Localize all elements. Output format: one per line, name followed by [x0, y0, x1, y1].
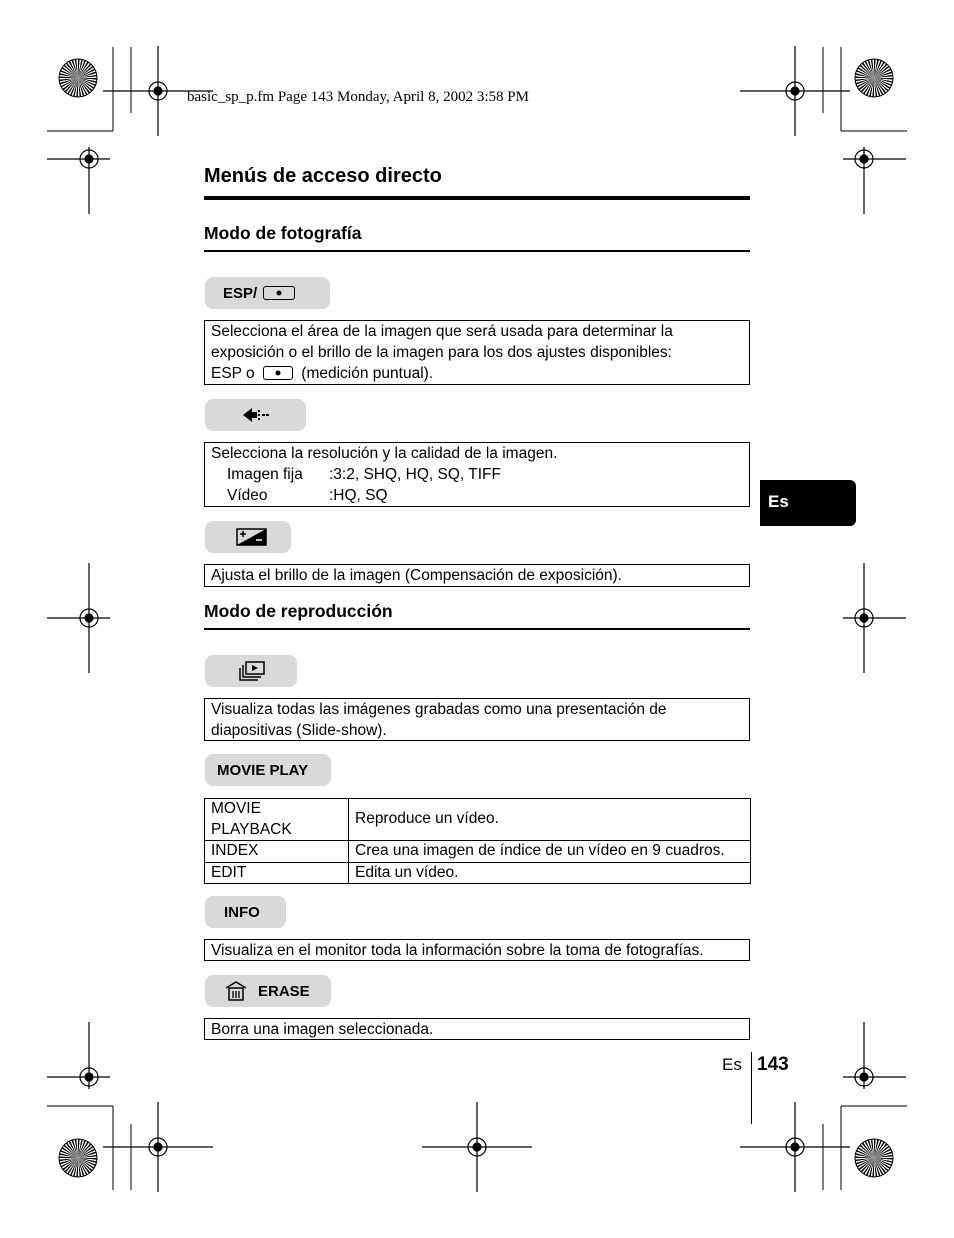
slideshow-description	[204, 698, 750, 741]
page-number: 143	[757, 1054, 789, 1075]
star-ray	[855, 76, 874, 78]
table-cell: Edita un vídeo.	[349, 862, 751, 884]
slideshow-icon	[237, 660, 267, 682]
spot-metering-icon	[263, 286, 295, 300]
movie-play-label: MOVIE PLAY	[217, 761, 309, 779]
table-cell: MOVIE PLAYBACK	[205, 799, 349, 841]
esp-label: ESP/	[223, 284, 258, 302]
text-line: Borra una imagen seleccionada.	[211, 1021, 434, 1038]
text-line: Selecciona la resolución y la calidad de la imagen.	[211, 445, 558, 462]
table-cell: EDIT	[205, 862, 349, 884]
info-description	[204, 939, 750, 961]
table-row	[205, 799, 751, 841]
star-ray	[78, 1139, 80, 1158]
quality-description	[204, 442, 750, 507]
file-header: basic_sp_p.fm Page 143 Monday, April 8, 2002 3:58 PM	[187, 89, 529, 105]
exposure-compensation-button[interactable]	[205, 521, 291, 553]
star-ray	[872, 1158, 874, 1177]
quality-menu-button[interactable]	[205, 399, 306, 431]
section-heading-photo: Modo de fotografía	[204, 223, 362, 243]
exposure-description	[204, 564, 750, 587]
esp-description	[204, 320, 750, 385]
table-cell: INDEX	[205, 841, 349, 863]
text-line: Selecciona el área de la imagen que será usada para determinar la	[211, 323, 673, 340]
section-heading-playback: Modo de reproducción	[204, 601, 393, 621]
star-ray	[874, 59, 876, 78]
star-ray	[78, 1158, 97, 1160]
star-ray	[874, 1158, 893, 1160]
text-line: Ajusta el brillo de la imagen (Compensación de exposición).	[211, 567, 622, 584]
text-line: ESP o (medición puntual).	[211, 365, 434, 382]
star-ray	[59, 1156, 78, 1158]
text-line: diapositivas (Slide-show).	[211, 722, 387, 739]
erase-label: ERASE	[258, 982, 310, 1000]
image-quality-icon	[241, 405, 271, 425]
star-ray	[76, 1158, 78, 1177]
info-label: INFO	[224, 903, 260, 921]
erase-description	[204, 1018, 750, 1040]
star-ray	[76, 78, 78, 97]
quality-row: Imagen fija :3:2, SHQ, HQ, SQ, TIFF	[227, 466, 501, 483]
star-ray	[874, 78, 893, 80]
spot-metering-icon	[263, 366, 293, 380]
exposure-compensation-icon	[236, 527, 268, 547]
text-line: Visualiza todas las imágenes grabadas como una presentación de	[211, 701, 667, 718]
star-ray	[78, 59, 80, 78]
movie-play-button[interactable]	[205, 754, 331, 786]
movie-play-table	[204, 798, 751, 884]
title-rule	[204, 196, 750, 200]
text-line: Visualiza en el monitor toda la información sobre la toma de fotografías.	[211, 942, 704, 959]
footer-divider	[751, 1052, 752, 1124]
esp-spot-menu-button[interactable]	[205, 277, 330, 309]
star-ray	[59, 76, 78, 78]
slideshow-button[interactable]	[205, 655, 297, 687]
table-row	[205, 862, 751, 884]
section-rule	[204, 250, 750, 252]
page-title: Menús de acceso directo	[204, 165, 442, 187]
footer-language: Es	[722, 1055, 742, 1074]
table-cell: Reproduce un vídeo.	[349, 799, 751, 841]
star-ray	[78, 78, 97, 80]
quality-row: Vídeo :HQ, SQ	[227, 487, 388, 504]
table-row	[205, 841, 751, 863]
language-tab: Es	[760, 480, 856, 526]
section-rule	[204, 628, 750, 630]
info-button[interactable]	[205, 896, 286, 928]
erase-button[interactable]	[205, 975, 331, 1007]
star-ray	[855, 1156, 874, 1158]
erase-trash-icon	[223, 980, 249, 1002]
star-ray	[872, 78, 874, 97]
text-line: exposición o el brillo de la imagen para los dos ajustes disponibles:	[211, 344, 672, 361]
table-cell: Crea una imagen de índice de un vídeo en 9 cuadros.	[349, 841, 751, 863]
star-ray	[874, 1139, 876, 1158]
